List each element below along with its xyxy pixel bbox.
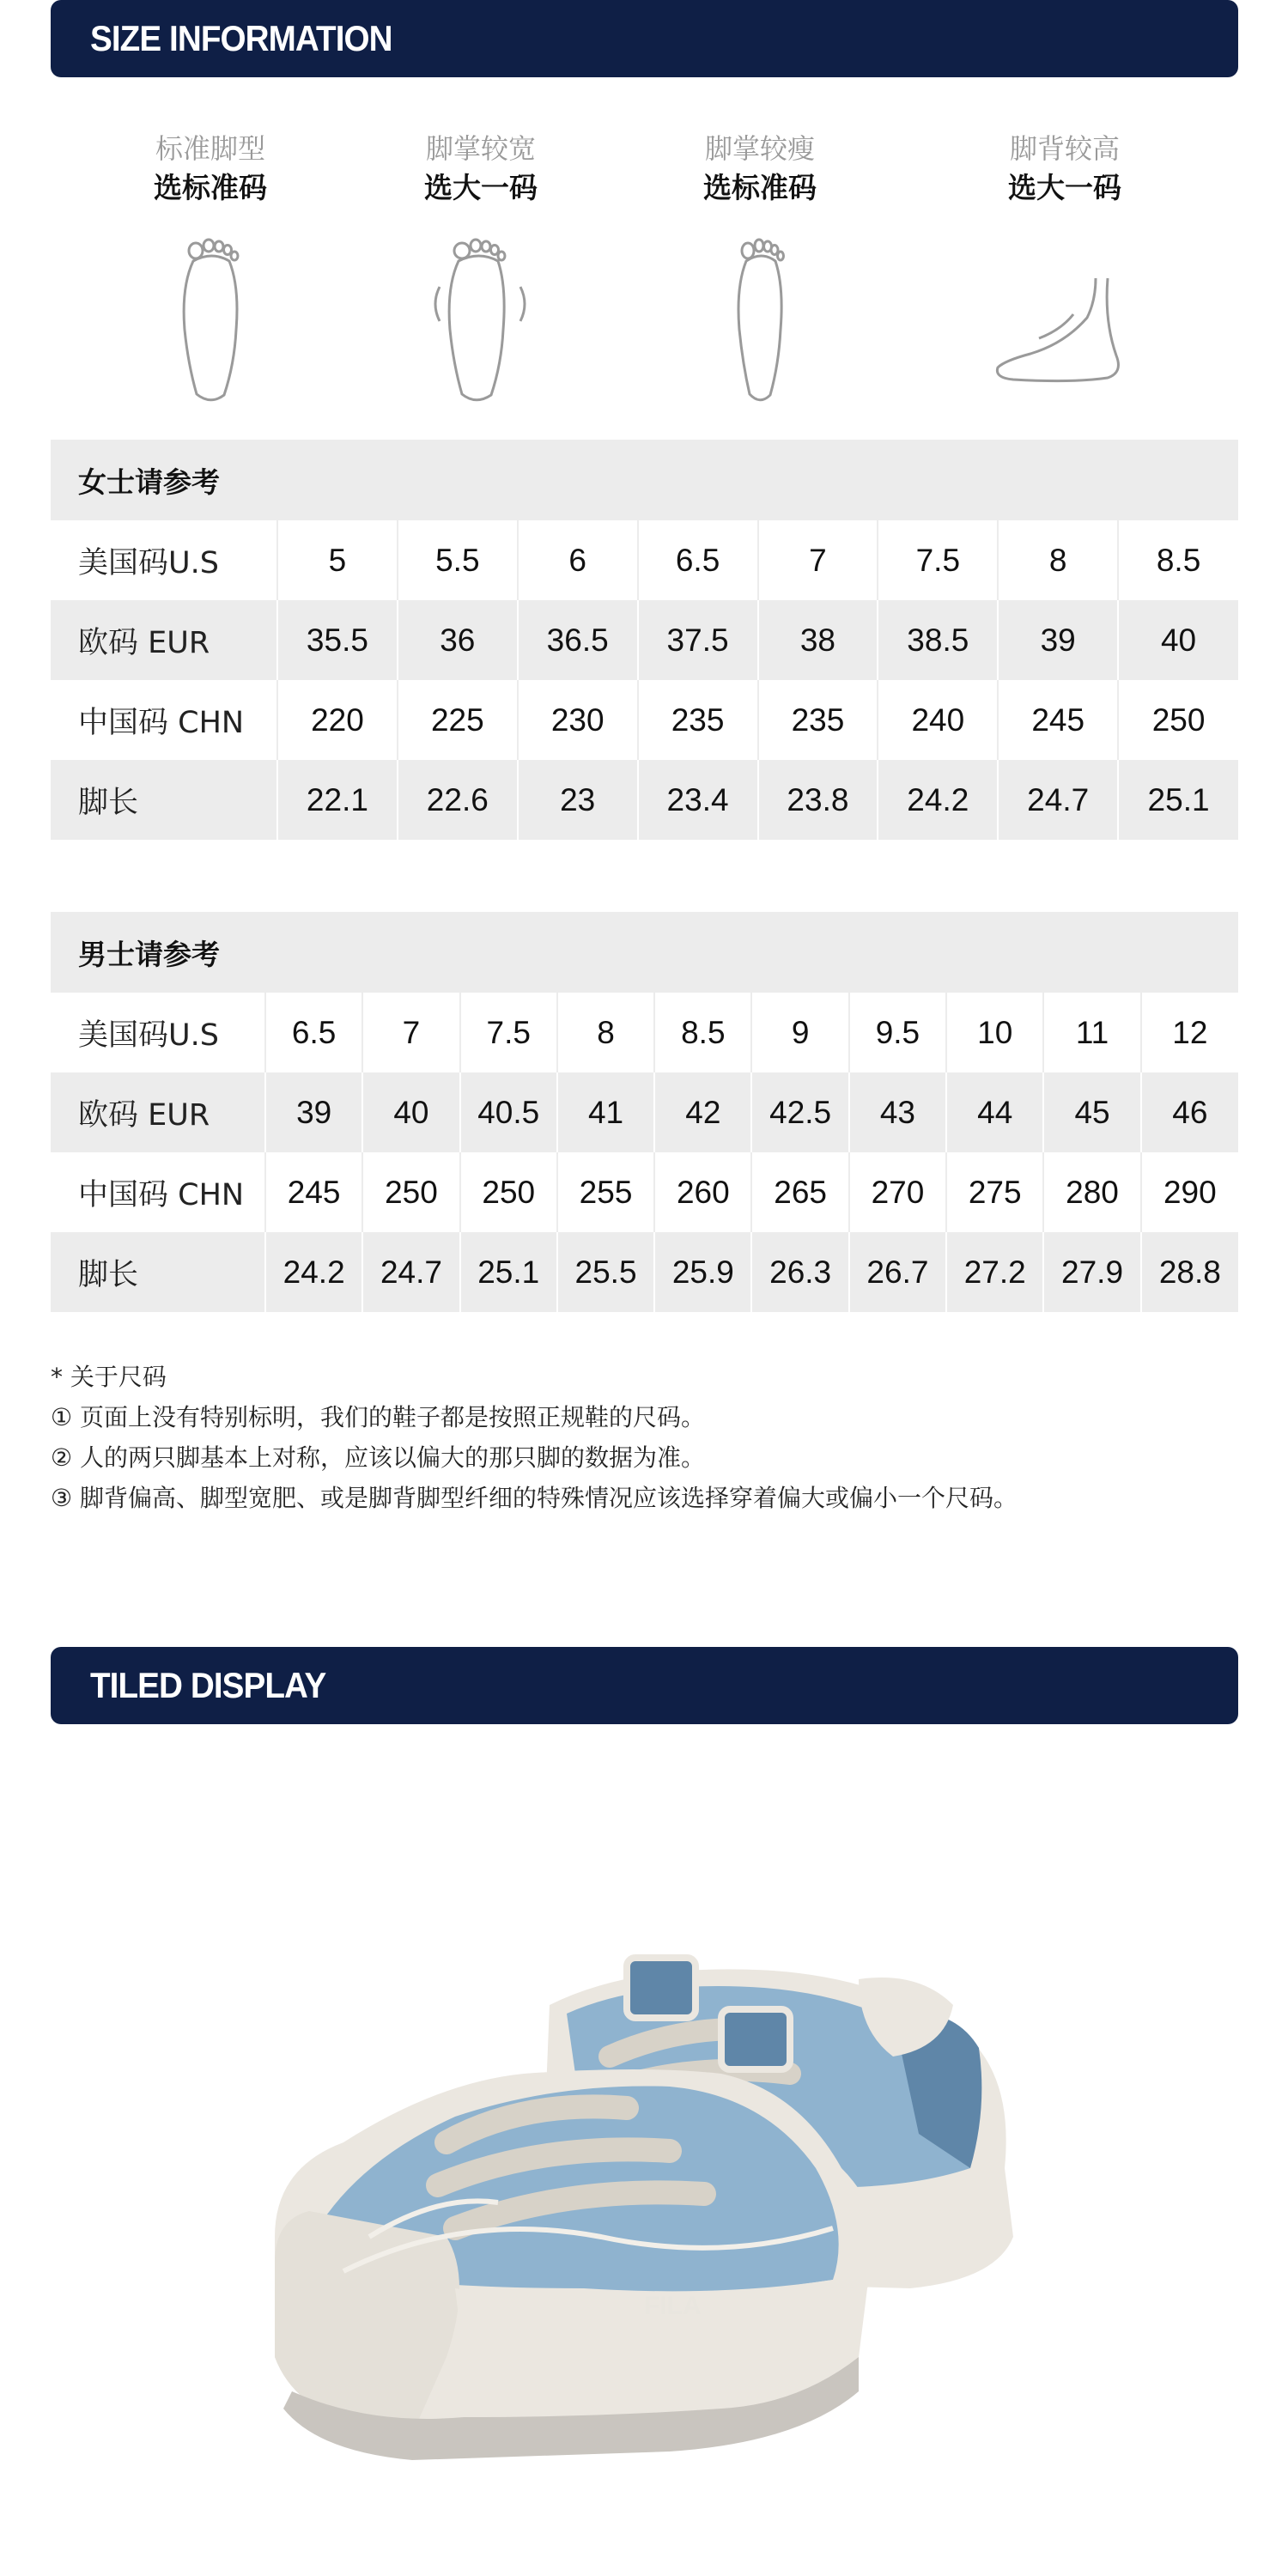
table-row-us bbox=[51, 993, 1238, 1072]
table-cell: 45 bbox=[1043, 1072, 1140, 1152]
table-cell: 280 bbox=[1043, 1152, 1140, 1232]
table-cell: 26.7 bbox=[849, 1232, 946, 1312]
table-cell: 25.9 bbox=[654, 1232, 751, 1312]
tiled-display-title: TILED DISPLAY bbox=[90, 1665, 326, 1705]
table-cell: 7.5 bbox=[460, 993, 557, 1072]
table-cell: 5.5 bbox=[398, 520, 518, 600]
women-size-grid bbox=[51, 520, 1238, 840]
table-cell: 9.5 bbox=[849, 993, 946, 1072]
fit-advice: 选大一码 bbox=[424, 171, 538, 204]
table-row-foot-length bbox=[51, 1232, 1238, 1312]
table-cell: 6 bbox=[518, 520, 638, 600]
table-cell: 23 bbox=[518, 760, 638, 840]
fit-high-instep bbox=[970, 129, 1159, 407]
fit-label: 脚背较高 bbox=[1009, 132, 1120, 165]
table-cell: 40 bbox=[1118, 600, 1238, 680]
table-cell: 275 bbox=[946, 1152, 1043, 1232]
table-cell: 12 bbox=[1141, 993, 1238, 1072]
fit-label: 标准脚型 bbox=[155, 132, 265, 165]
table-cell: 10 bbox=[946, 993, 1043, 1072]
table-cell: 37.5 bbox=[638, 600, 758, 680]
table-cell: 39 bbox=[998, 600, 1118, 680]
product-image bbox=[240, 1911, 1065, 2477]
table-cell: 42 bbox=[654, 1072, 751, 1152]
table-row-foot-length bbox=[51, 760, 1238, 840]
women-table-title: 女士请参考 bbox=[51, 440, 1238, 520]
table-cell: 7.5 bbox=[878, 520, 998, 600]
table-cell: 8 bbox=[998, 520, 1118, 600]
table-cell: 41 bbox=[557, 1072, 654, 1152]
table-cell: 24.7 bbox=[362, 1232, 459, 1312]
table-cell: 44 bbox=[946, 1072, 1043, 1152]
women-size-table bbox=[51, 440, 1238, 840]
table-cell: 27.9 bbox=[1043, 1232, 1140, 1312]
row-label: 脚长 bbox=[51, 760, 277, 840]
fit-advice: 选标准码 bbox=[154, 171, 267, 204]
men-size-table bbox=[51, 912, 1238, 1312]
table-cell: 43 bbox=[849, 1072, 946, 1152]
table-cell: 25.5 bbox=[557, 1232, 654, 1312]
men-size-grid bbox=[51, 993, 1238, 1312]
table-cell: 36 bbox=[398, 600, 518, 680]
table-cell: 290 bbox=[1141, 1152, 1238, 1232]
foot-narrow-icon bbox=[717, 235, 803, 407]
fit-advice: 选标准码 bbox=[703, 171, 817, 204]
table-cell: 25.1 bbox=[1118, 760, 1238, 840]
table-cell: 235 bbox=[758, 680, 878, 760]
table-cell: 255 bbox=[557, 1152, 654, 1232]
fit-narrow bbox=[665, 129, 854, 407]
table-cell: 27.2 bbox=[946, 1232, 1043, 1312]
row-label: 中国码 CHN bbox=[78, 705, 245, 740]
table-cell: 23.8 bbox=[758, 760, 878, 840]
row-label: 欧码 EUR bbox=[51, 1072, 265, 1152]
notes-heading: * 关于尺码 bbox=[51, 1363, 167, 1391]
fit-standard bbox=[116, 129, 305, 407]
foot-high-instep-icon bbox=[979, 235, 1151, 407]
table-row-chn bbox=[51, 680, 1238, 760]
row-label: 欧码 EUR bbox=[51, 600, 277, 680]
table-cell: 240 bbox=[878, 680, 998, 760]
table-cell: 245 bbox=[998, 680, 1118, 760]
table-cell: 250 bbox=[362, 1152, 459, 1232]
fit-label: 脚掌较瘦 bbox=[704, 132, 815, 165]
size-information-title: SIZE INFORMATION bbox=[90, 18, 392, 58]
table-row-eur bbox=[51, 1072, 1238, 1152]
table-cell: 260 bbox=[654, 1152, 751, 1232]
fit-advice: 选大一码 bbox=[1008, 171, 1121, 204]
table-cell: 24.2 bbox=[265, 1232, 362, 1312]
sneakers-illustration bbox=[240, 1911, 1065, 2477]
table-cell: 5 bbox=[277, 520, 398, 600]
tiled-display-banner bbox=[51, 1647, 1238, 1724]
table-cell: 7 bbox=[362, 993, 459, 1072]
table-cell: 24.2 bbox=[878, 760, 998, 840]
table-cell: 38 bbox=[758, 600, 878, 680]
table-cell: 270 bbox=[849, 1152, 946, 1232]
table-cell: 35.5 bbox=[277, 600, 398, 680]
table-cell: 250 bbox=[1118, 680, 1238, 760]
table-row-us bbox=[51, 520, 1238, 600]
note-item: ① 页面上没有特别标明，我们的鞋子都是按照正规鞋的尺码。 bbox=[51, 1403, 706, 1431]
table-cell: 8.5 bbox=[654, 993, 751, 1072]
table-cell: 42.5 bbox=[751, 1072, 848, 1152]
row-label: 脚长 bbox=[51, 1232, 265, 1312]
table-cell: 6.5 bbox=[265, 993, 362, 1072]
table-cell: 28.8 bbox=[1141, 1232, 1238, 1312]
table-cell: 7 bbox=[758, 520, 878, 600]
row-label: 美国码U.S bbox=[78, 1018, 219, 1053]
table-cell: 8 bbox=[557, 993, 654, 1072]
foot-wide-icon bbox=[421, 235, 541, 407]
table-cell: 46 bbox=[1141, 1072, 1238, 1152]
fit-guide bbox=[0, 129, 1288, 412]
table-row-chn bbox=[51, 1152, 1238, 1232]
brand-logo: FILA bbox=[644, 2292, 702, 2320]
table-cell: 250 bbox=[460, 1152, 557, 1232]
note-item: ③ 脚背偏高、脚型宽肥、或是脚背脚型纤细的特殊情况应该选择穿着偏大或偏小一个尺码。 bbox=[51, 1484, 1018, 1512]
table-cell: 25.1 bbox=[460, 1232, 557, 1312]
table-row-eur bbox=[51, 600, 1238, 680]
row-label: 中国码 CHN bbox=[78, 1177, 245, 1212]
table-cell: 225 bbox=[398, 680, 518, 760]
table-cell: 23.4 bbox=[638, 760, 758, 840]
fit-label: 脚掌较宽 bbox=[425, 132, 536, 165]
table-cell: 6.5 bbox=[638, 520, 758, 600]
table-cell: 235 bbox=[638, 680, 758, 760]
table-cell: 22.1 bbox=[277, 760, 398, 840]
table-cell: 38.5 bbox=[878, 600, 998, 680]
table-cell: 11 bbox=[1043, 993, 1140, 1072]
size-information-banner bbox=[51, 0, 1238, 77]
table-cell: 220 bbox=[277, 680, 398, 760]
table-cell: 24.7 bbox=[998, 760, 1118, 840]
table-cell: 39 bbox=[265, 1072, 362, 1152]
table-cell: 9 bbox=[751, 993, 848, 1072]
table-cell: 22.6 bbox=[398, 760, 518, 840]
table-cell: 245 bbox=[265, 1152, 362, 1232]
foot-standard-icon bbox=[167, 235, 253, 407]
table-cell: 36.5 bbox=[518, 600, 638, 680]
size-notes bbox=[51, 1357, 1238, 1518]
table-cell: 8.5 bbox=[1118, 520, 1238, 600]
fit-wide bbox=[386, 129, 575, 407]
men-table-title: 男士请参考 bbox=[51, 912, 1238, 993]
row-label: 美国码U.S bbox=[78, 545, 219, 580]
note-item: ② 人的两只脚基本上对称，应该以偏大的那只脚的数据为准。 bbox=[51, 1443, 706, 1472]
table-cell: 26.3 bbox=[751, 1232, 848, 1312]
table-cell: 40 bbox=[362, 1072, 459, 1152]
table-cell: 230 bbox=[518, 680, 638, 760]
table-cell: 265 bbox=[751, 1152, 848, 1232]
table-cell: 40.5 bbox=[460, 1072, 557, 1152]
